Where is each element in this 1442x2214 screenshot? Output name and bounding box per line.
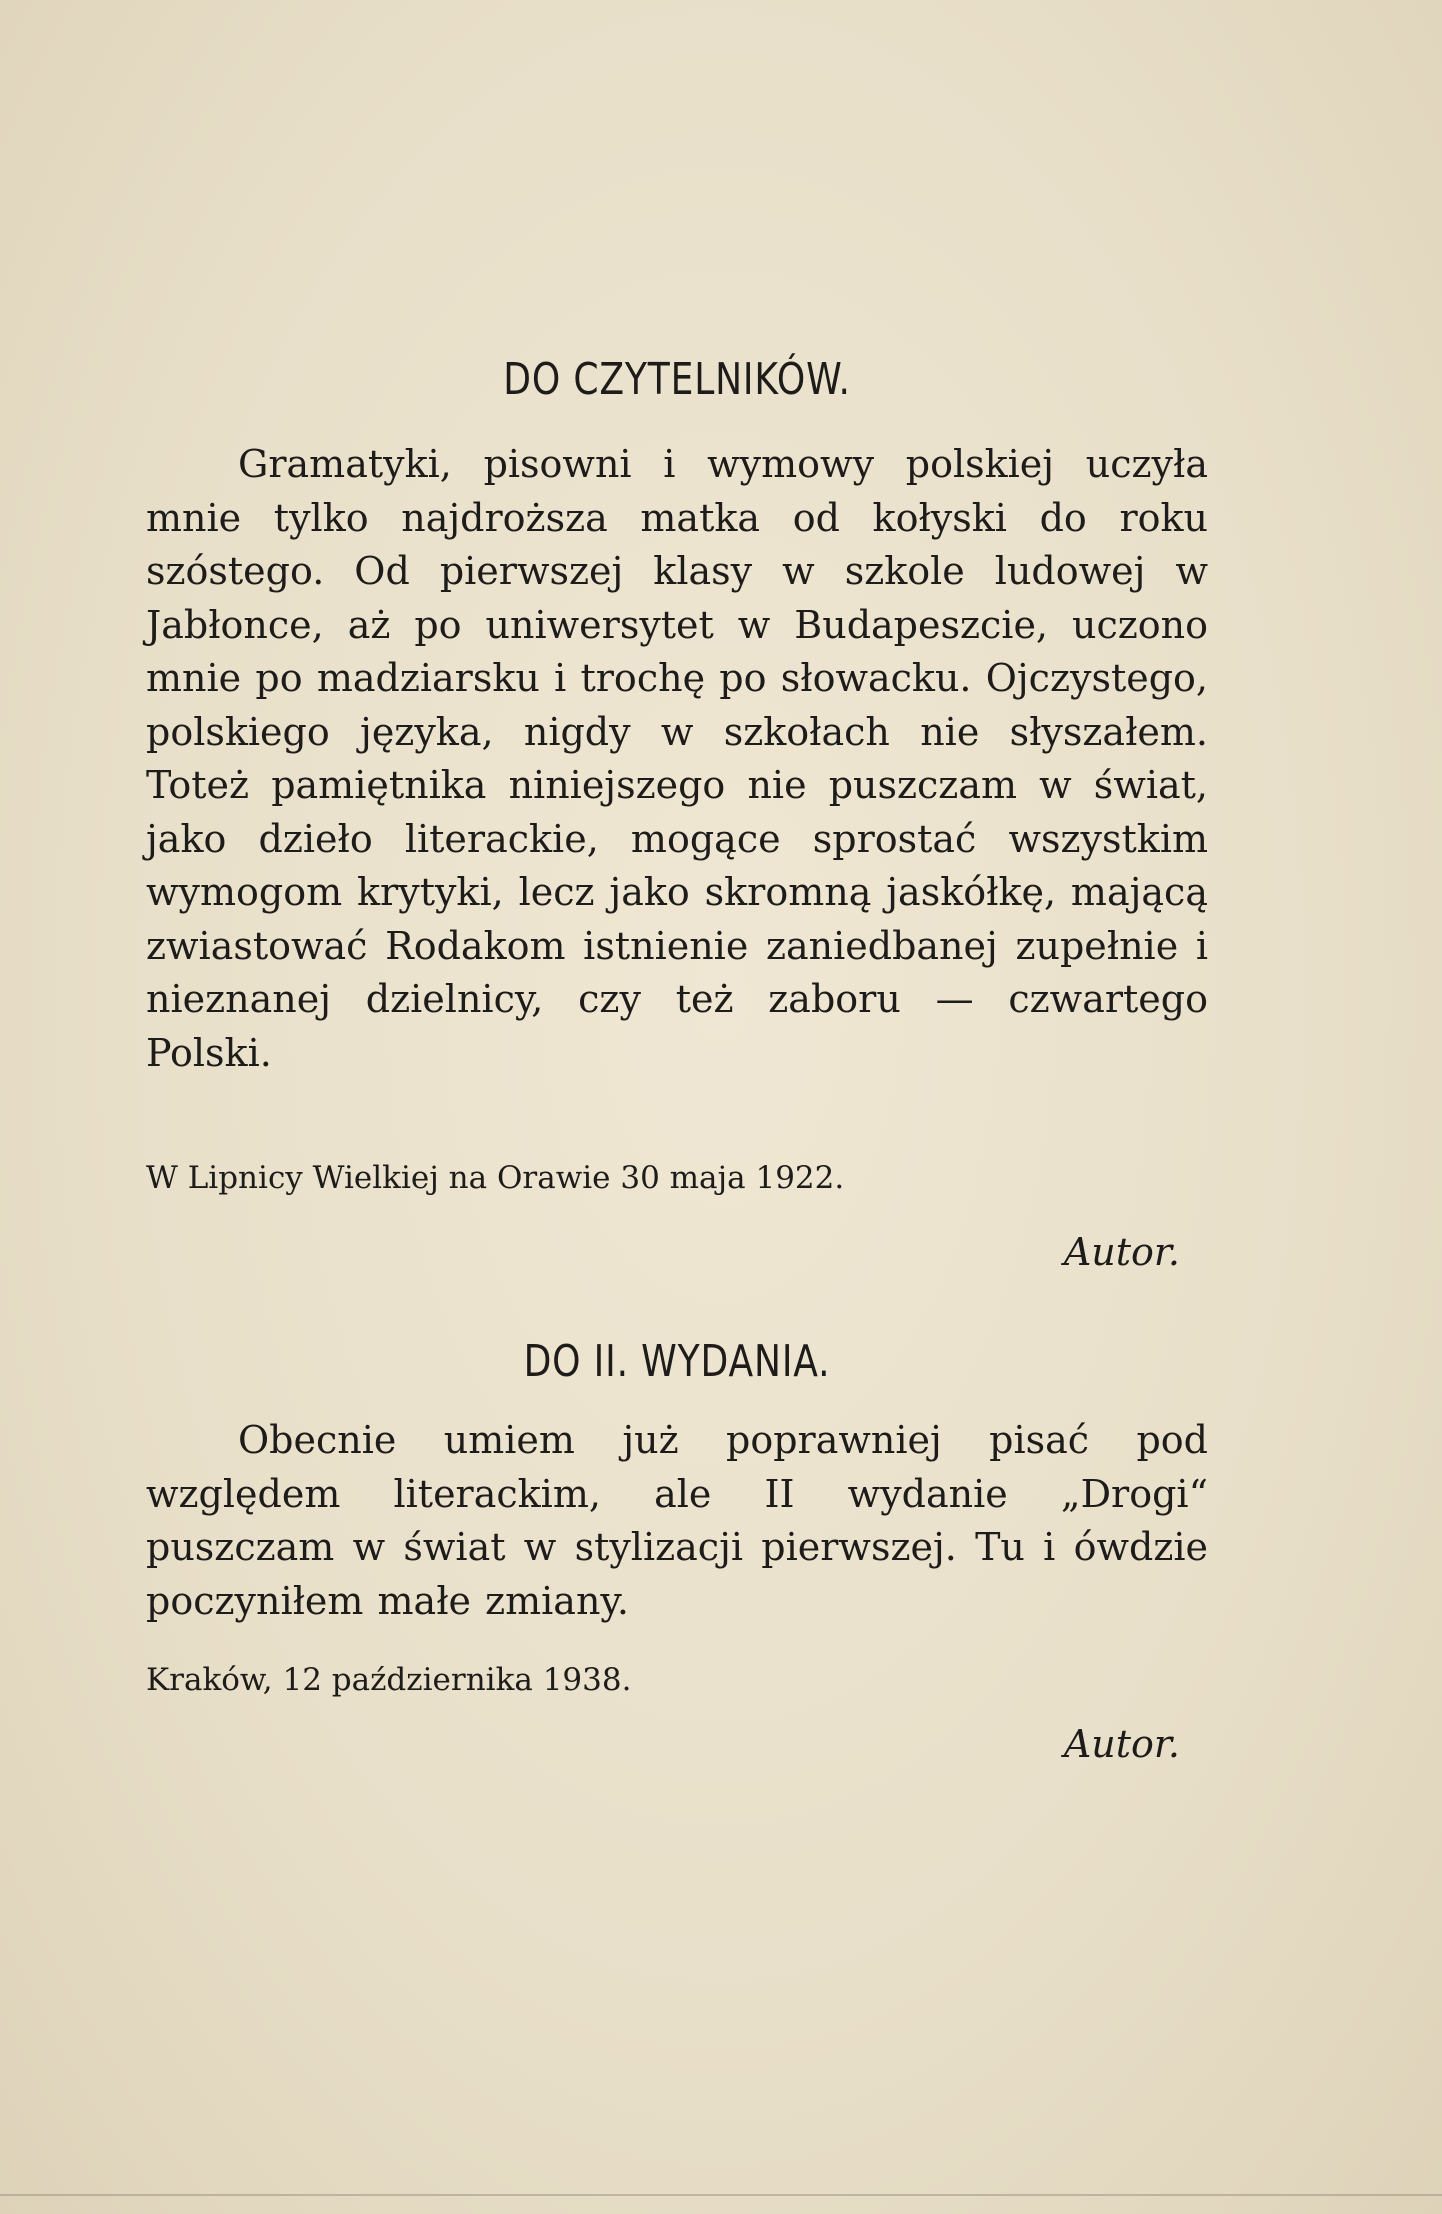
preface-heading: DO CZYTELNIKÓW. xyxy=(503,354,851,405)
preface-signature: Autor. xyxy=(1063,1230,1180,1274)
second-edition-heading: DO II. WYDANIA. xyxy=(523,1336,831,1387)
preface-place-date: W Lipnicy Wielkiej na Orawie 30 maja 1922. xyxy=(146,1160,845,1196)
second-edition-signature: Autor. xyxy=(1063,1722,1180,1766)
second-edition-body: Obecnie umiem już poprawniej pisać pod względem literackim, ale II wydanie „Drogi“ puszczam w świat w stylizacji pierwszej. Tu i ówdzie poczyniłem małe zmiany. xyxy=(146,1418,1208,1623)
second-edition-place-date: Kraków, 12 października 1938. xyxy=(146,1662,632,1698)
page-edge-line xyxy=(0,2194,1442,2196)
preface-body: Gramatyki, pisowni i wymowy polskiej uczyła mnie tylko najdroższa matka od kołyski do roku szóstego. Od pierwszej klasy w szkole ludowej w Jabłonce, aż po uniwersytet w Budapeszcie, uczono mnie po madziarsku i trochę po słowacku. Ojczystego, polskiego języka, nigdy w szkołach nie słyszałem. Toteż pamiętnika niniejszego nie puszczam w świat, jako dzieło literackie, mogące sprostać wszystkim wymogom krytyki, lecz jako skromną jaskółkę, mającą zwiastować Rodakom istnienie zaniedbanej zupełnie i nieznanej dzielnicy, czy też zaboru — czwartego Polski. xyxy=(146,442,1208,1075)
